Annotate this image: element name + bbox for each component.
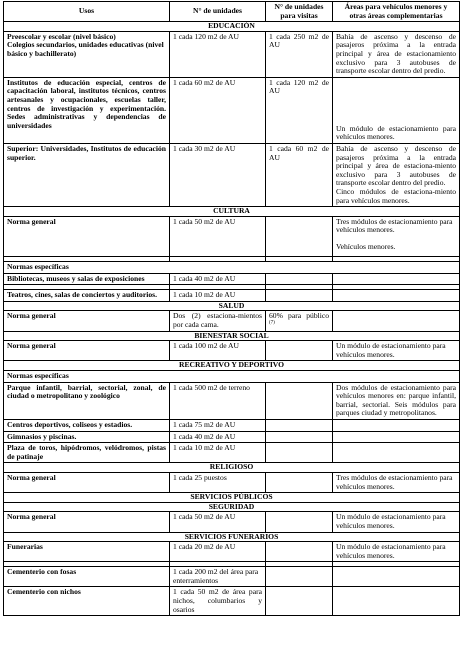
section-bienestar-social: BIENESTAR SOCIAL xyxy=(4,331,460,341)
cell-uso: Superior: Universidades, Institutos de educación superior. xyxy=(4,143,170,206)
cell-unidades: 1 cada 25 puestos xyxy=(170,472,266,492)
cell-areas: Tres módulos de estacionamiento para vehículos menores. xyxy=(333,472,460,492)
cell-unidades: 1 cada 30 m2 de AU xyxy=(170,143,266,206)
cell-areas: Bahía de ascenso y descenso de pasajeros próxima a la entrada principal y área de estaciona-miento exclusivo para 3 autobuses de transporte escolar dentro del predio. Cinco módulos de estaciona-miento para vehículos menores. xyxy=(333,143,460,206)
table-row xyxy=(4,290,460,302)
section-servicios-publicos: SERVICIOS PÚBLICOS xyxy=(4,493,460,503)
cell-visitas: 1 cada 250 m2 de AU xyxy=(266,31,333,77)
normas-especificas-label: Normas específicas xyxy=(4,262,460,274)
table-row xyxy=(4,542,460,562)
cell-areas: Un módulo de estacionamiento para vehículos menores. xyxy=(333,77,460,143)
cell-unidades: 1 cada 50 m2 de área para nichos, columbarios y osarios xyxy=(170,587,266,616)
parking-standards-table xyxy=(3,1,460,616)
cell-uso: Institutos de educación especial, centros de capacitación laboral, institutos técnicos, centros artesanales y ocupacionales, escuelas taller, centros de investigación y experimentación. Sedes administrativas y dependencias de universidades xyxy=(4,77,170,143)
cell-uso: Norma general xyxy=(4,512,170,532)
cell-visitas xyxy=(266,311,333,331)
cell-uso: Norma general xyxy=(4,472,170,492)
cell-unidades: 1 cada 10 m2 de AU xyxy=(170,443,266,463)
cell-visitas xyxy=(266,419,333,431)
cell-unidades: 1 cada 75 m2 de AU xyxy=(170,419,266,431)
cell-unidades: Dos (2) estaciona-mientos por cada cama. xyxy=(170,311,266,331)
cell-uso: Funerarias xyxy=(4,542,170,562)
cell-areas: Un módulo de estacionamiento para vehículos menores. xyxy=(333,341,460,361)
header-unidades: N° de unidades xyxy=(170,2,266,22)
cell-uso: Gimnasios y piscinas. xyxy=(4,431,170,443)
table-row xyxy=(4,382,460,419)
cell-unidades: 1 cada 60 m2 de AU xyxy=(170,77,266,143)
cell-visitas: 1 cada 120 m2 de AU xyxy=(266,77,333,143)
table-row xyxy=(4,472,460,492)
table-row xyxy=(4,273,460,285)
cell-uso: Plaza de toros, hipódromos, velódromos, pistas de patinaje xyxy=(4,443,170,463)
section-seguridad: SEGURIDAD xyxy=(4,502,460,512)
table-row xyxy=(4,77,460,143)
cell-visitas xyxy=(266,273,333,285)
cell-areas xyxy=(333,311,460,331)
section-religioso: RELIGIOSO xyxy=(4,463,460,473)
visitas-text: 60% para público xyxy=(269,311,329,321)
cell-visitas xyxy=(266,382,333,419)
header-areas: Áreas para vehículos menores y otras áreas complementarias xyxy=(333,2,460,22)
cell-areas xyxy=(333,273,460,285)
table-row xyxy=(4,431,460,443)
cell-unidades: 1 cada 100 m2 de AU xyxy=(170,341,266,361)
cell-uso: Parque infantil, barrial, sectorial, zonal, de ciudad o metropolitano y zoológico xyxy=(4,382,170,419)
cell-areas: Un módulo de estacionamiento para vehículos menores. xyxy=(333,512,460,532)
cell-visitas xyxy=(266,542,333,562)
cell-visitas xyxy=(266,290,333,302)
cell-visitas xyxy=(266,512,333,532)
cell-unidades: 1 cada 20 m2 de AU xyxy=(170,542,266,562)
table-row xyxy=(4,443,460,463)
cell-areas xyxy=(333,567,460,587)
cell-visitas: 1 cada 60 m2 de AU xyxy=(266,143,333,206)
table-row xyxy=(4,341,460,361)
table-row xyxy=(4,143,460,206)
table-row xyxy=(4,419,460,431)
cell-uso: Preescolar y escolar (nivel básico) Colegios secundarios, unidades educativas (nivel básico y bachillerato) xyxy=(4,31,170,77)
cell-areas xyxy=(333,443,460,463)
cell-areas: Un módulo de estacionamiento para vehículos menores. xyxy=(333,542,460,562)
cell-unidades: 1 cada 200 m2 del área para enterramientos xyxy=(170,567,266,587)
cell-areas: Dos módulos de estacionamiento para vehículos menores en: parque infantil, barrial, sectorial. Seis módulos para parques ciudad y metropolitanos. xyxy=(333,382,460,419)
cell-areas xyxy=(333,431,460,443)
cell-uso: Norma general xyxy=(4,216,170,256)
cell-unidades: 1 cada 10 m2 de AU xyxy=(170,290,266,302)
section-educacion: EDUCACIÓN xyxy=(4,22,460,32)
table-row xyxy=(4,567,460,587)
header-visitas: N° de unidades para visitas xyxy=(266,2,333,22)
cell-uso: Norma general xyxy=(4,311,170,331)
cell-uso: Centros deportivos, coliseos y estadios. xyxy=(4,419,170,431)
cell-uso: Norma general xyxy=(4,341,170,361)
cell-areas xyxy=(333,419,460,431)
cell-areas: Tres módulos de estacionamiento para vehículos menores. Vehículos menores. xyxy=(333,216,460,256)
table-row xyxy=(4,216,460,256)
section-salud: SALUD xyxy=(4,301,460,311)
cell-uso: Bibliotecas, museos y salas de exposiciones xyxy=(4,273,170,285)
normas-especificas-label: Normas específicas xyxy=(4,371,460,383)
table-row xyxy=(4,311,460,331)
cell-unidades: 1 cada 50 m2 de AU xyxy=(170,216,266,256)
cell-visitas xyxy=(266,216,333,256)
cell-unidades: 1 cada 40 m2 de AU xyxy=(170,431,266,443)
cell-uso: Cementerio con fosas xyxy=(4,567,170,587)
cell-unidades: 1 cada 40 m2 de AU xyxy=(170,273,266,285)
cell-areas xyxy=(333,290,460,302)
cell-areas: Bahía de ascenso y descenso de pasajeros próxima a la entrada principal y área de estacionamiento exclusivo para 3 autobuses de transporte escolar dentro del predio. xyxy=(333,31,460,77)
cell-visitas xyxy=(266,567,333,587)
cell-uso: Teatros, cines, salas de conciertos y auditorios. xyxy=(4,290,170,302)
cell-visitas xyxy=(266,431,333,443)
cell-uso: Cementerio con nichos xyxy=(4,587,170,616)
cell-unidades: 1 cada 500 m2 de terreno xyxy=(170,382,266,419)
cell-areas xyxy=(333,587,460,616)
header-usos: Usos xyxy=(4,2,170,22)
cell-visitas xyxy=(266,341,333,361)
table-row xyxy=(4,262,460,274)
section-cultura: CULTURA xyxy=(4,207,460,217)
table-row xyxy=(4,512,460,532)
table-row xyxy=(4,31,460,77)
cell-visitas xyxy=(266,443,333,463)
section-servicios-funerarios: SERVICIOS FUNERARIOS xyxy=(4,532,460,542)
table-row xyxy=(4,587,460,616)
cell-visitas xyxy=(266,472,333,492)
header-row xyxy=(4,2,460,22)
table-row xyxy=(4,371,460,383)
cell-unidades: 1 cada 120 m2 de AU xyxy=(170,31,266,77)
cell-unidades: 1 cada 50 m2 de AU xyxy=(170,512,266,532)
section-recreativo-deportivo: RECREATIVO Y DEPORTIVO xyxy=(4,361,460,371)
footnote-marker: (7) xyxy=(269,320,275,326)
cell-visitas xyxy=(266,587,333,616)
